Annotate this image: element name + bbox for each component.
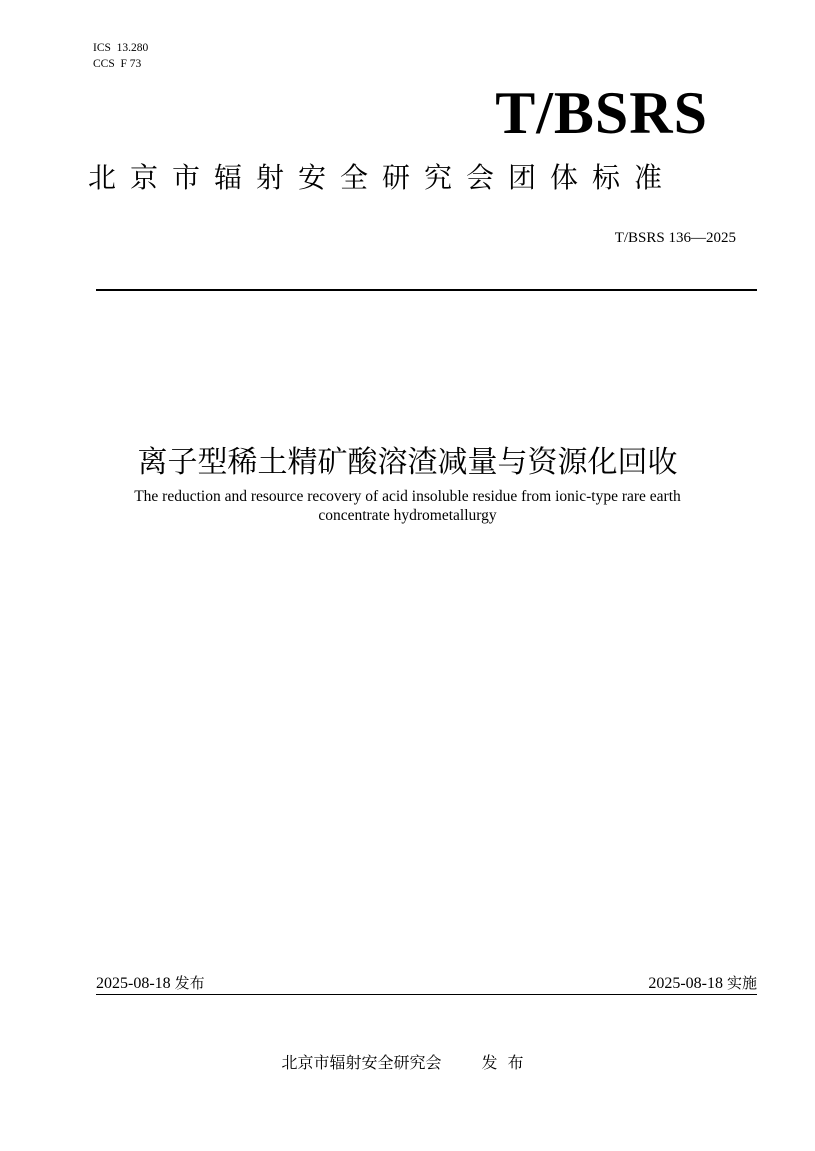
- implement-date-line: [648, 972, 757, 995]
- publish-date-line: [96, 972, 205, 995]
- bottom-divider: [96, 994, 757, 995]
- publish-label: 发布: [174, 974, 205, 992]
- issuer-line: [0, 1052, 815, 1074]
- issuer-action: 发布: [481, 1053, 534, 1072]
- implement-date: 2025-08-18: [648, 975, 723, 992]
- classification-codes: [93, 40, 148, 72]
- document-title-english: The reduction and resource recovery of acid insoluble residue from ionic-type rare earth concentrate hydrometallurgy: [134, 488, 681, 524]
- document-title-chinese: 离子型稀土精矿酸溶渣减量与资源化回收: [137, 445, 678, 480]
- implement-label: 实施: [726, 974, 757, 992]
- ccs-code: CCS F 73: [93, 58, 142, 70]
- standard-logo: T/BSRS: [495, 80, 708, 146]
- ics-code: ICS 13.280: [93, 42, 149, 54]
- document-number: T/BSRS 136—2025: [614, 230, 736, 246]
- top-divider: [96, 289, 757, 291]
- organization-standard-title: 北京市辐射安全研究会团体标准: [88, 161, 677, 194]
- issuer-name: 北京市辐射安全研究会: [281, 1053, 442, 1072]
- publish-date: 2025-08-18: [96, 975, 171, 992]
